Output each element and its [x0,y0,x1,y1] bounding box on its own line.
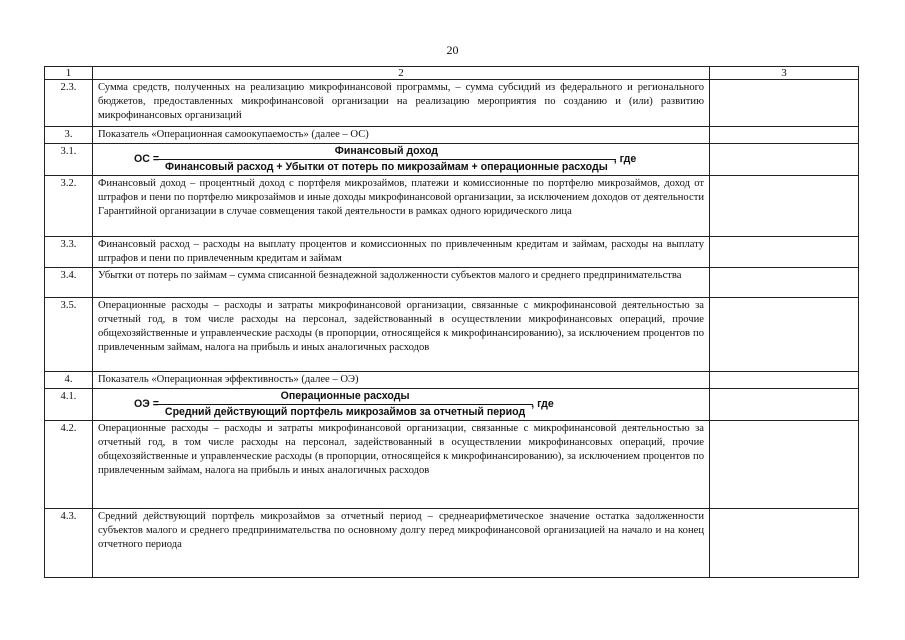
formula-denominator: Финансовый расход + Убытки от потерь по микрозаймам + операционные расходы [165,161,608,173]
table-row [45,421,859,509]
formula-lhs: ОС = [134,153,160,165]
table-row [45,268,859,298]
table-header-row [45,67,859,80]
formula-fraction [161,390,529,419]
table-row [45,389,859,421]
table-row [45,298,859,372]
header-col-1: 1 [45,67,93,80]
table-row [45,144,859,176]
row-text: Финансовый доход – процентный доход с портфеля микрозаймов, платежи и комиссионные по портфелю микрозаймов, доход от штрафов и пени по портфелю микрозаймов и иные доходы микрофинансовой организации, за исключением доходов от деятельности Гарантийной организации в случае совмещения такой деятельности в рамках одного юридического лица [93,176,710,237]
row-text: Показатель «Операционная самоокупаемость» (далее – ОС) [93,127,710,144]
row-text: Финансовый расход – расходы на выплату процентов и комиссионных по привлеченным кредитам и займам, расходы на выплату штрафов и пени по привлеченным кредитам и займам [93,237,710,268]
row-value-cell [710,127,859,144]
row-text: Сумма средств, полученных на реализацию микрофинансовой программы, – сумма субсидий из федерального и регионального бюджетов, предоставленных микрофинансовой организации на реализацию мероприятия по созданию и (или) развитию микрофинансовых организаций [93,80,710,127]
formula-oe [98,390,704,419]
row-text: Операционные расходы – расходы и затраты микрофинансовой организации, связанные с микрофинансовой деятельностью за отчетный год, в том числе расходы на персонал, задействованный в осуществлении микрофинансовых операций, прочие общехозяйственные и управленческие расходы (в пропорции, относящейся к микрофинансированию), за исключением процентов по привлеченным займам, налога на прибыль и иных аналогичных расходов [93,298,710,372]
table-row [45,372,859,389]
formula-numerator: Операционные расходы [157,390,533,405]
page-number: 20 [446,43,459,57]
row-value-cell [710,421,859,509]
formula-cell [93,389,710,421]
formula-os [98,145,704,174]
row-value-cell [710,144,859,176]
formula-numerator: Финансовый доход [157,145,616,160]
row-number: 4. [45,372,93,389]
row-number: 4.3. [45,509,93,578]
row-value-cell [710,389,859,421]
header-col-2: 2 [93,67,710,80]
row-value-cell [710,80,859,127]
row-number: 3.1. [45,144,93,176]
table-row [45,509,859,578]
table-row [45,237,859,268]
table-row [45,127,859,144]
row-number: 4.1. [45,389,93,421]
table-row [45,176,859,237]
row-number: 3.5. [45,298,93,372]
row-value-cell [710,509,859,578]
row-text: Показатель «Операционная эффективность» (далее – ОЭ) [93,372,710,389]
row-number: 3.2. [45,176,93,237]
table-row [45,80,859,127]
formula-tail: , где [613,153,637,165]
row-number: 4.2. [45,421,93,509]
header-col-3: 3 [710,67,859,80]
row-value-cell [710,237,859,268]
row-text: Убытки от потерь по займам – сумма списанной безнадежной задолженности субъектов малого и среднего предпринимательства [93,268,710,298]
row-value-cell [710,176,859,237]
row-number: 3.4. [45,268,93,298]
formula-cell [93,144,710,176]
formula-denominator: Средний действующий портфель микрозаймов за отчетный период [164,406,526,418]
formula-fraction [161,145,612,174]
formula-tail: , где [531,398,554,410]
row-value-cell [710,372,859,389]
row-number: 3. [45,127,93,144]
row-number: 2.3. [45,80,93,127]
row-number: 3.3. [45,237,93,268]
formula-lhs: ОЭ = [134,398,159,410]
row-text: Средний действующий портфель микрозаймов за отчетный период – среднеарифметическое значение остатка задолженности субъектов малого и среднего предпринимательства по основному долгу перед микрофинансовой организацией на начало и на конец отчетного периода [93,509,710,578]
row-text: Операционные расходы – расходы и затраты микрофинансовой организации, связанные с микрофинансовой деятельностью за отчетный год, в том числе расходы на персонал, задействованный в осуществлении микрофинансовых операций, прочие общехозяйственные и управленческие расходы (в пропорции, относящейся к микрофинансированию), за исключением процентов по привлеченным займам, налога на прибыль и иных аналогичных расходов [93,421,710,509]
row-value-cell [710,268,859,298]
row-value-cell [710,298,859,372]
indicator-table [44,66,859,578]
